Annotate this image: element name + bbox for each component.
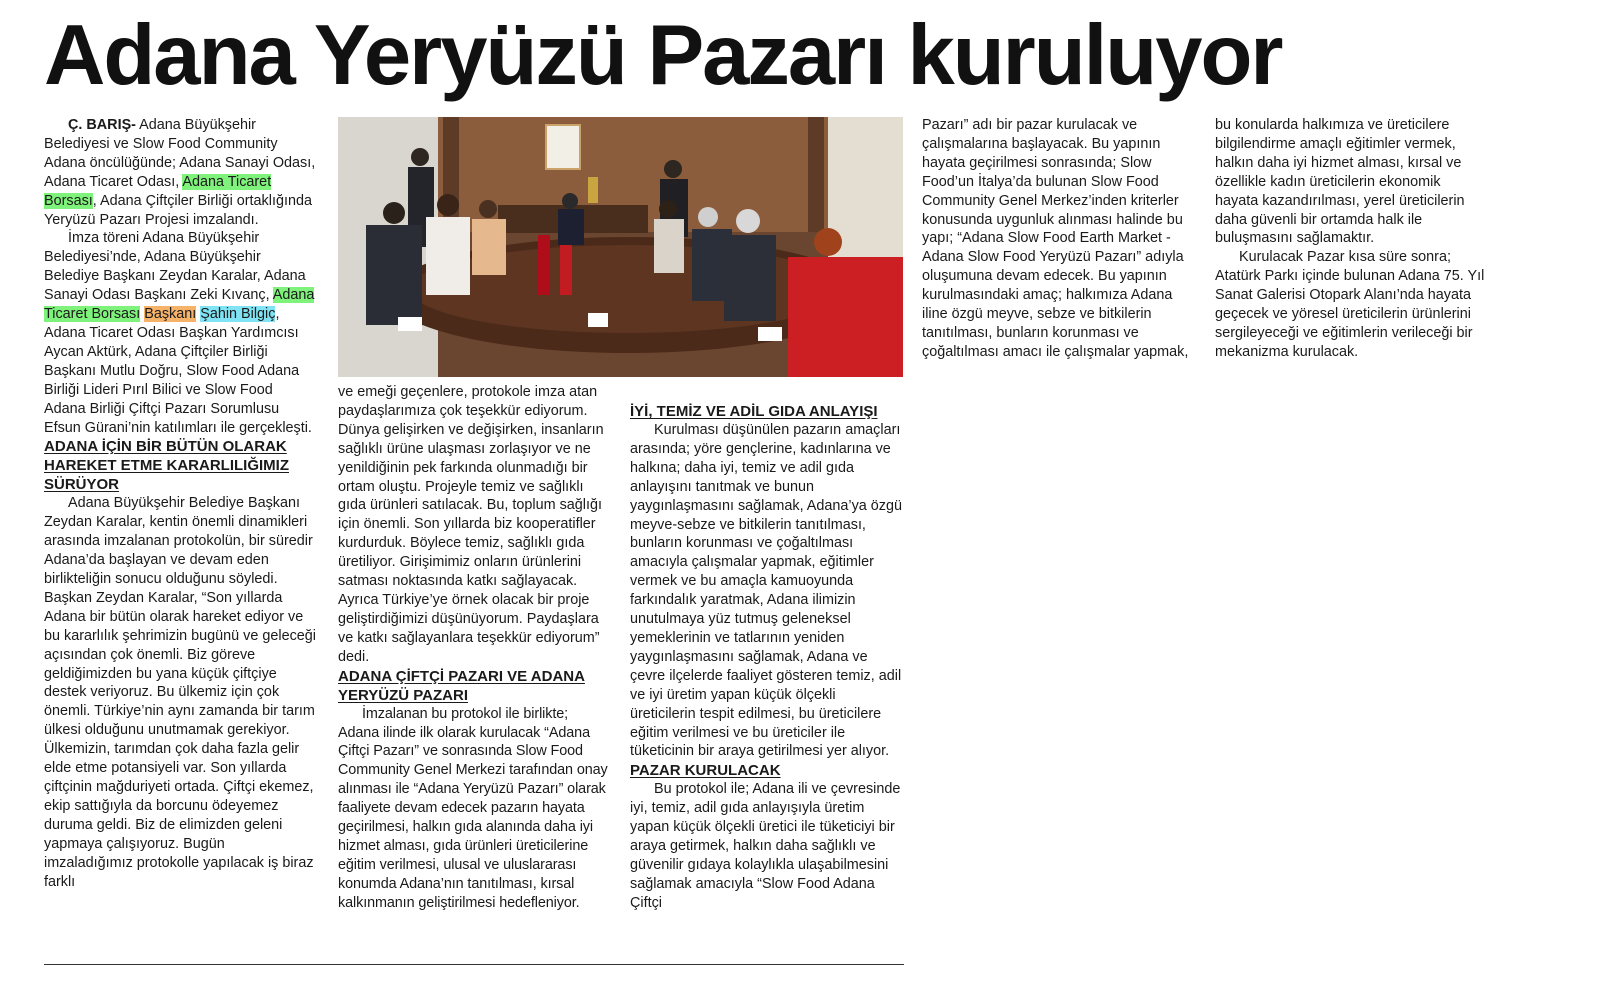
subheading: ADANA İÇİN BİR BÜTÜN OLARAK HAREKET ETME KARARLILIĞIMIZ SÜRÜYOR [44,438,289,494]
paragraph: Kurulması düşünülen pazarın amaçları arasında; yöre gençlerine, kadınlarına ve halkına; daha iyi, temiz ve adil gıda anlayışını tanıtmak ve bunun yaygınlaşmasını sağlamak, Adana’ya özgü meyve-sebze ve bitkilerin tanıtılması, bunların korunması ve çoğaltılması amacıyla çalışmalar yapmak, eğitimler vermek ve bu amaçla kamuoyunda farkındalık yaratmak, Adana ilimizin unutulmaya yüz tutmuş geleneksel yemeklerinin ve tatlarının yeniden yaygınlaşmasını sağlamak, Adana ve çevre ilçelerde faaliyet gösteren temiz, adil ve iyi üretim yapan küçük ölçekli üreticilerin tespit edilmesi, bu üreticilere eğitim verilmesi ve bu üreticiler ile tüketicinin bir araya getirilmesi yer alıyor. [630,422,902,760]
paragraph-ceremony [44,229,316,437]
paragraph: İmzalanan bu protokol ile birlikte; Adana ilinde ilk olarak kurulacak “Adana Çiftçi Pazarı” ve sonrasında Slow Food Community Genel Merkezi tarafından onay alınması ile “Adana Yeryüzü Pazarı” olarak faaliyete devam edecek pazarın hayata geçirilmesi, halkın gıda alanında daha iyi hizmet alması, gıda ürünleri üreticilerine eğitim verilmesi, ulusal ve uluslararası konumda Adana’nın tanıtılması, kırsal kalkınmanın geliştirilmesi hedefleniyor. [338,705,608,911]
meeting-photo-illustration [338,117,903,377]
subheading: PAZAR KURULACAK [630,762,781,780]
highlight: Adana Ticaret Borsası [44,287,315,323]
paragraph: Kurulacak Pazar kısa süre sonra; Atatürk Parkı içinde bulunan Adana 75. Yıl Sanat Galerisi Otopark Alanı’nda hayata geçecek ve yöresel üreticilerin ürünlerini sergileyeceği ve eğitimlerin verileceği bir mekanizma kurulacak. [1215,249,1485,360]
text: İmza töreni Adana Büyükşehir Belediyesi’nde, Adana Büyükşehir Belediye Başkanı Zeydan Karalar, Adana Sanayi Odası Başkanı Zeki Kıvanç, [44,230,306,304]
bottom-rule [44,964,904,965]
paragraph: Bu protokol ile; Adana ili ve çevresinde iyi, temiz, adil gıda anlayışıyla üretim yapan küçük ölçekli üretici ile tüketiciyi bir araya getirmek, halkın daha sağlıklı ve güvenilir gıdaya kolaylıkla ulaşabilmesini sağlamak amacıyla “Slow Food Adana Çiftçi [630,781,901,911]
headline: Adana Yeryüzü Pazarı kuruluyor [44,8,1282,103]
paragraph: Pazarı” adı bir pazar kurulacak ve çalışmalarına başlayacak. Bu yapının hayata geçirilmesi sonrasında; Slow Food’un İtalya’da bulunan Slow Food Community Genel Merkez’inden kriterler konusunda uygunluk alınması halinde bu yapı; “Adana Slow Food Earth Market - Adana Slow Food Yeryüzü Pazarı” adıyla oluşumuna devam edecek. Bu yapının kurulmasındaki amaç; halkımıza Adana iline özgü meyve, sebze ve bitkilerin tanıtılması, bunların korunması ve çoğaltılması amacı ile çalışmalar yapmak, [922,117,1189,360]
column-2 [338,383,610,913]
column-5 [1215,116,1487,362]
byline: Ç. BARIŞ- [68,117,136,133]
text: , Adana Ticaret Odası Başkan Yardımcısı Aycan Aktürk, Adana Çiftçiler Birliği Başkanı Mutlu Doğru, Slow Food Adana Birliği Lideri Pırıl Bilici ve Slow Food Adana Birliği Çiftçi Pazarı Sorumlusu Efsun Gürani’nin katılımları ile gerçekleşti. [44,306,312,436]
paragraph: bu konularda halkımıza ve üreticilere bilgilendirme amaçlı eğitimler vermek, halkın daha iyi hizmet alması, kırsal ve özellikle kadın üreticilerin ekonomik hayata kazandırılması, yerel üreticilerin daha güvenli bir ortamda halk ile buluşmasını sağlamaktır. [1215,117,1465,247]
paragraph: Adana Büyükşehir Belediye Başkanı Zeydan Karalar, kentin önemli dinamikleri arasında imzalanan protokolün, bir süredir Adana’da başlayan ve devam eden birlikteliğin sonucu olduğunu söyledi. Başkan Zeydan Karalar, “Son yıllarda Adana bir bütün olarak hareket ediyor ve bu kararlılık şehrimizin bugünü ve geleceği açısından çok önemli. Biz göreve geldiğimizden bu yana küçük çiftçiye destek veriyoruz. Bu ülkemiz için çok önemli. Türkiye’nin aynı zamanda bir tarım ülkesi olduğunu unutmamak gerekiyor. Ülkemizin, tarımdan çok daha fazla gelir elde etme potansiyeli var. Son yıllarda çiftçinin mağduriyeti ortada. Çiftçi ekemez, ekip sattığıyla da borcunu ödeyemez duruma geldi. Biz de elimizden geleni yapmaya çalışıyoruz. Bugün imzaladığımız protokolle yapılacak iş biraz farklı [44,495,316,890]
paragraph-intro [44,116,316,229]
text: , Adana Çiftçiler Birliği ortaklığında Yeryüzü Pazarı Projesi imzalandı. [44,192,312,228]
subheading: İYİ, TEMİZ VE ADİL GIDA ANLAYIŞI [630,403,878,420]
highlight: Şahin Bilgiç [200,306,276,323]
column-1 [44,116,316,891]
highlight: Adana Ticaret Borsası [44,173,272,209]
column-4 [922,116,1194,362]
highlight: Başkanı [144,306,197,323]
paragraph: ve emeği geçenlere, protokole imza atan paydaşlarımıza çok teşekkür ediyorum. Dünya gelişirken ve değişirken, insanların sağlıklı ürüne ulaşması zorlaşıyor ve ne yenildiğinin pek farkında olunmadığı bir ortam oluştu. Projeyle temiz ve sağlıklı gıda ürünleri satılacak. Bu, toplum sağlığı için önemli. Son yıllarda biz kooperatifler kurdurduk. Böylece temiz, sağlıklı gıda üretiliyor. Girişimimiz onların ürünlerini satması noktasında katkı sağlayacak. Ayrıca Türkiye’ye örnek olacak bir proje geliştirdiğimizi düşünüyorum. Paydaşlara ve katkı sağlayanlara teşekkür ediyorum” dedi. [338,384,604,665]
subheading: ADANA ÇİFTÇİ PAZARI VE ADANA YERYÜZÜ PAZARI [338,667,585,704]
text: Adana Büyükşehir Belediyesi ve Slow Food Community Adana öncülüğünde; Adana Sanayi Odası, Adana Ticaret Odası, [44,117,316,190]
column-3 [630,402,902,913]
meeting-photo [338,117,903,377]
